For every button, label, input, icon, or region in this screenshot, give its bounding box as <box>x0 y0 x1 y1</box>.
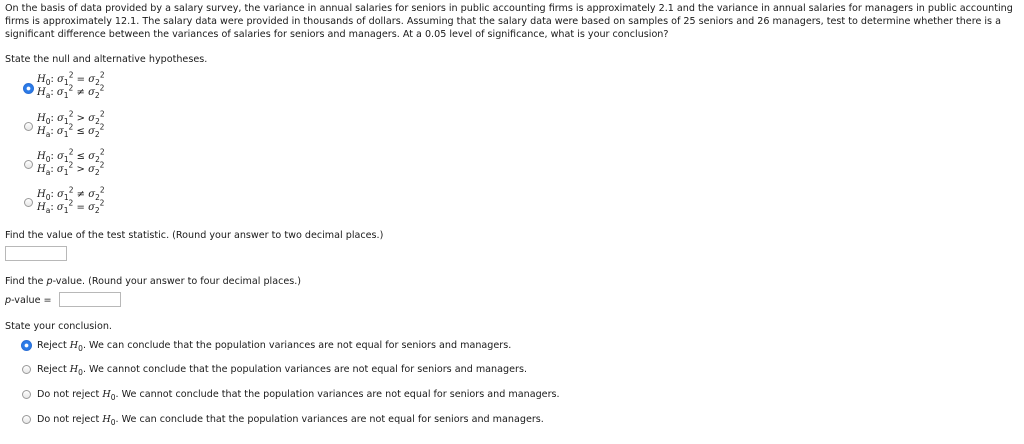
h0-relation: > <box>76 113 86 124</box>
hypothesis-option-1-radio[interactable] <box>23 83 34 94</box>
ha-line: $H_a$: $\sigma_1^2 \ne \sigma_2^2$ <box>37 83 105 100</box>
hypotheses-prompt: State the null and alternative hypotheses. <box>5 54 208 65</box>
hypothesis-option-2-radio[interactable] <box>24 122 33 131</box>
conclusion-option-1-radio[interactable] <box>21 340 32 351</box>
test-statistic-prompt: Find the value of the test statistic. (Round your answer to two decimal places.) <box>5 230 384 241</box>
h0-line: $H_0$: $\sigma_1^2 = \sigma_2^2$ <box>37 70 105 87</box>
p-value-input[interactable] <box>59 292 121 307</box>
ha-line: $H_a$: $\sigma_1^2 \le \sigma_2^2$ <box>37 122 105 139</box>
h0-line: $H_0$: $\sigma_1^2 \ne \sigma_2^2$ <box>37 185 105 202</box>
conclusion-prompt: State your conclusion. <box>5 321 112 332</box>
h0-relation: ≤ <box>76 151 86 162</box>
conclusion-option-2[interactable]: Reject $H_0$. We cannot conclude that the population variances are not equal for seniors and managers. <box>37 364 527 377</box>
h0-line: $H_0$: $\sigma_1^2 \le \sigma_2^2$ <box>37 147 105 164</box>
h0-line: $H_0$: $\sigma_1^2 > \sigma_2^2$ <box>37 109 105 126</box>
hypothesis-option-4-radio[interactable] <box>24 198 33 207</box>
ha-line: $H_a$: $\sigma_1^2 > \sigma_2^2$ <box>37 160 105 177</box>
conclusion-option-3-radio[interactable] <box>22 390 31 399</box>
hypothesis-option-3-radio[interactable] <box>24 160 33 169</box>
ha-relation: = <box>76 202 85 213</box>
test-statistic-input[interactable] <box>5 246 67 261</box>
question-intro: On the basis of data provided by a salary survey, the variance in annual salaries for seniors in public accounting firms is approximately 2.1 and the variance in annual salaries for managers in public accounting firms is approximately 12.1. The salary data were provided in thousands of dollars. Assuming that the salary data were based on samples of 25 seniors and 26 managers, test to determine whether there is a significant difference between the variances of salaries for seniors and managers. At a 0.05 level of significance, what is your conclusion? <box>5 3 1013 40</box>
question-page <box>5 2 1017 41</box>
conclusion-option-2-radio[interactable] <box>22 365 31 374</box>
hypothesis-option-2[interactable] <box>37 109 105 139</box>
ha-relation: ≤ <box>76 126 85 137</box>
hypothesis-option-3[interactable] <box>37 147 105 177</box>
ha-line: $H_a$: $\sigma_1^2 = \sigma_2^2$ <box>37 198 105 215</box>
conclusion-option-4[interactable]: Do not reject $H_0$. We can conclude that the population variances are not equal for seniors and managers. <box>37 414 544 427</box>
p-value-label: p-value = <box>5 295 52 306</box>
conclusion-option-3[interactable]: Do not reject $H_0$. We cannot conclude that the population variances are not equal for seniors and managers. <box>37 389 560 402</box>
h0-relation: ≠ <box>76 189 86 200</box>
p-value-prompt: Find the p-value. (Round your answer to four decimal places.) <box>5 276 302 287</box>
conclusion-option-4-radio[interactable] <box>22 415 31 424</box>
hypothesis-option-1[interactable] <box>37 70 105 100</box>
hypothesis-option-4[interactable] <box>37 185 105 215</box>
ha-relation: > <box>76 164 85 175</box>
ha-relation: ≠ <box>76 87 85 98</box>
conclusion-option-1[interactable]: Reject $H_0$. We can conclude that the population variances are not equal for seniors and managers. <box>37 340 512 353</box>
h0-relation: = <box>76 74 86 85</box>
